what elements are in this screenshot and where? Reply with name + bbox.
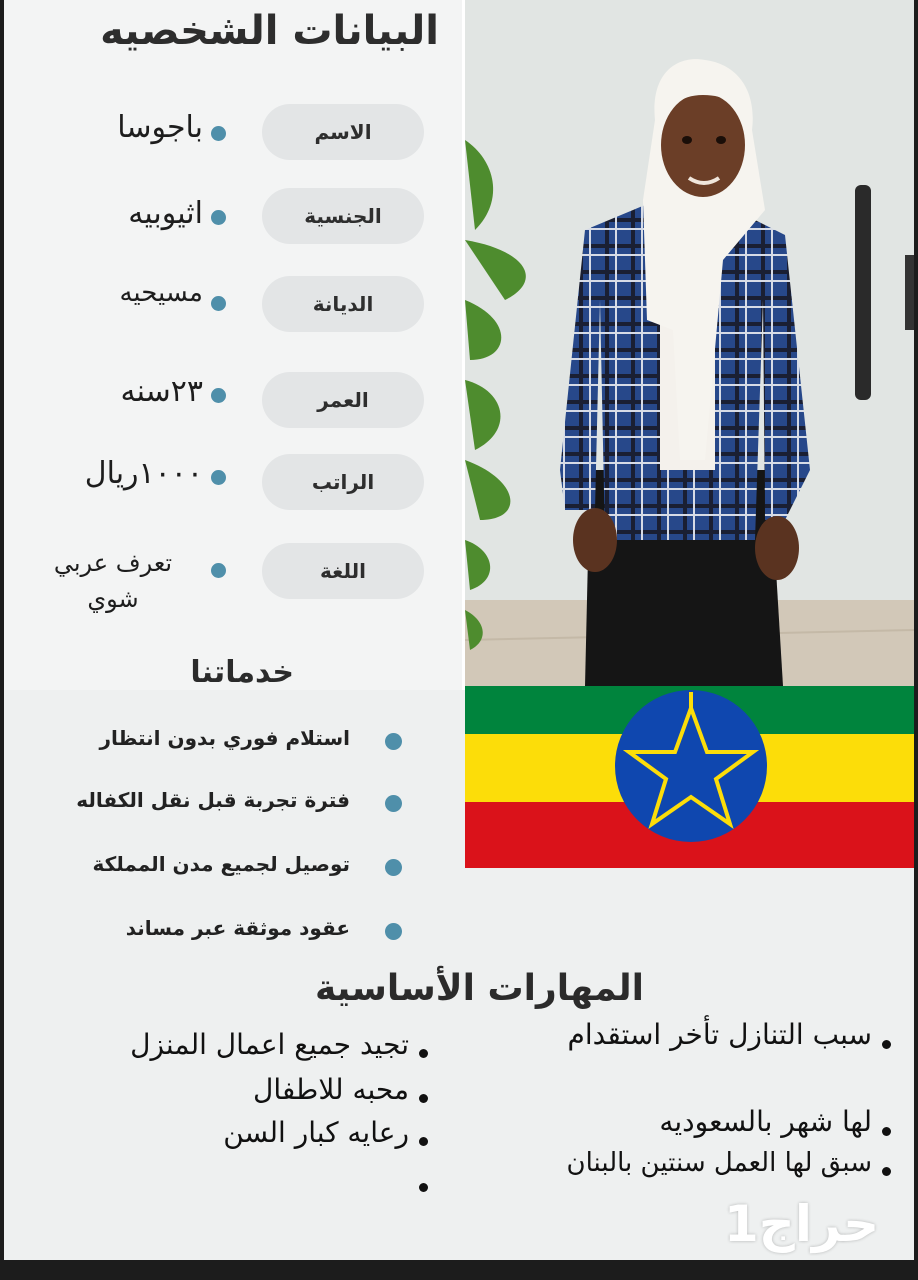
info-row-salary	[4, 454, 465, 514]
info-label-pill: العمر	[262, 372, 424, 428]
bullet-dot-icon	[385, 733, 402, 750]
info-row-age	[4, 372, 465, 432]
info-label-pill: الجنسية	[262, 188, 424, 244]
bottom-border	[0, 1260, 918, 1280]
bullet-dot-icon	[419, 1094, 428, 1103]
service-item: توصيل لجميع مدن المملكة	[92, 852, 350, 876]
bullet-dot-icon	[419, 1183, 428, 1192]
bullet-dot-icon	[385, 795, 402, 812]
info-row-nationality	[4, 188, 465, 248]
bullet-dot-icon	[211, 470, 226, 485]
info-value: اثيوبيه	[128, 196, 203, 231]
person-photo	[465, 0, 914, 686]
bullet-dot-icon	[211, 126, 226, 141]
info-value: باجوسا	[117, 110, 203, 145]
note-item: لها شهر بالسعوديه	[659, 1105, 872, 1138]
page-title: البيانات الشخصيه	[100, 8, 439, 54]
info-row-name	[4, 104, 465, 164]
info-value: مسيحيه	[119, 278, 203, 308]
info-label-pill: الراتب	[262, 454, 424, 510]
info-row-language	[4, 543, 465, 623]
service-item: فترة تجربة قبل نقل الكفاله	[76, 788, 350, 812]
service-item: عقود موثقة عبر مساند	[125, 916, 350, 940]
bullet-dot-icon	[211, 210, 226, 225]
bullet-dot-icon	[882, 1167, 891, 1176]
info-label-pill: الاسم	[262, 104, 424, 160]
personal-info-panel	[4, 0, 465, 690]
note-item: سبب التنازل تأخر استقدام	[567, 1018, 872, 1051]
profile-card	[4, 0, 914, 1276]
bullet-dot-icon	[211, 296, 226, 311]
service-item: استلام فوري بدون انتظار	[99, 726, 350, 750]
skills-title: المهارات الأساسية	[314, 968, 644, 1009]
bullet-dot-icon	[211, 563, 226, 578]
services-title: خدماتنا	[190, 655, 294, 690]
skill-item: تجيد جميع اعمال المنزل	[130, 1028, 409, 1061]
skill-item: محبه للاطفال	[253, 1073, 409, 1106]
info-value: ١٠٠٠ريال	[84, 456, 203, 491]
info-value: تعرف عربي شوي	[53, 549, 173, 613]
ethiopia-flag-icon	[465, 686, 914, 868]
info-label-pill: اللغة	[262, 543, 424, 599]
bullet-dot-icon	[419, 1049, 428, 1058]
bullet-dot-icon	[882, 1040, 891, 1049]
info-value: ٢٣سنه	[120, 374, 203, 409]
bullet-dot-icon	[419, 1137, 428, 1146]
person-photo-illustration	[465, 0, 914, 686]
bullet-dot-icon	[385, 859, 402, 876]
info-row-religion	[4, 276, 465, 336]
bullet-dot-icon	[882, 1127, 891, 1136]
skill-item: رعايه كبار السن	[223, 1116, 409, 1149]
note-item: سبق لها العمل سنتين بالبنان	[566, 1148, 872, 1178]
ethiopia-flag	[465, 686, 914, 868]
bullet-dot-icon	[211, 388, 226, 403]
bullet-dot-icon	[385, 923, 402, 940]
info-label-pill: الديانة	[262, 276, 424, 332]
watermark-text: حراج1	[724, 1195, 880, 1253]
